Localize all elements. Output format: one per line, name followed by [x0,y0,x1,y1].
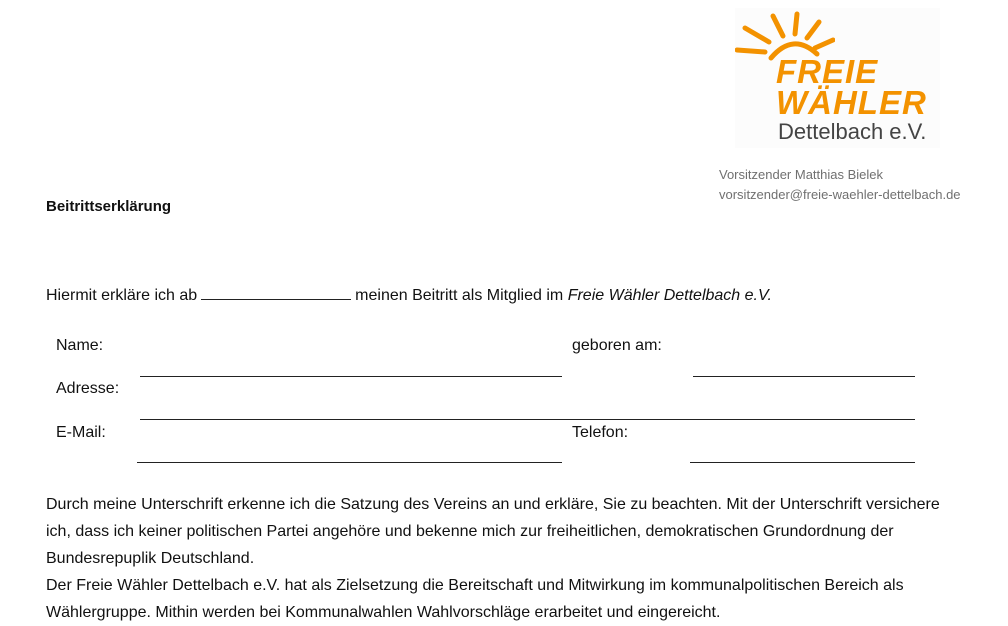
phone-label: Telefon: [572,424,629,441]
intro-before: Hiermit erkläre ich ab [46,287,198,304]
logo-line-2: WÄHLER [776,84,927,121]
address-label: Adresse: [56,380,120,397]
terms-paragraph-2: Der Freie Wähler Dettelbach e.V. hat als Zielsetzung die Bereitschaft und Mitwirkung im kommunalpolitischen Bereich als Wählergruppe. Mithin werden bei Kommunalwahlen Wahlvorschläge erarbeitet und eingereicht. [46,577,904,621]
name-label: Name: [56,337,104,354]
logo-line-1: FREIE [776,53,879,90]
phone-field[interactable] [690,462,915,463]
name-field[interactable] [140,376,562,377]
address-field[interactable] [140,419,915,420]
terms-paragraph-1: Durch meine Unterschrift erkenne ich die Satzung des Vereins an und erkläre, Sie zu beachten. Mit der Unterschrift versichere ich, dass ich keiner politischen Partei angehöre und bekenne mich zur freiheitlichen, demokratischen Grundordnung der Bundesrepuplik Deutschland. [46,496,940,567]
start-date-field[interactable] [201,285,351,300]
contact-name: Vorsitzender Matthias Bielek [719,167,884,182]
birth-field[interactable] [693,376,915,377]
contact-email[interactable]: vorsitzender@freie-waehler-dettelbach.de [719,187,961,202]
terms-text [46,491,946,626]
logo-line-3: Dettelbach e.V. [778,119,927,144]
page-title: Beitrittserklärung [46,198,172,215]
intro-sentence [46,285,772,304]
intro-after: meinen Beitritt als Mitglied im [355,287,564,304]
email-label: E-Mail: [56,424,106,441]
birth-label: geboren am: [572,337,662,354]
email-field[interactable] [137,462,562,463]
intro-org: Freie Wähler Dettelbach e.V. [567,287,772,304]
